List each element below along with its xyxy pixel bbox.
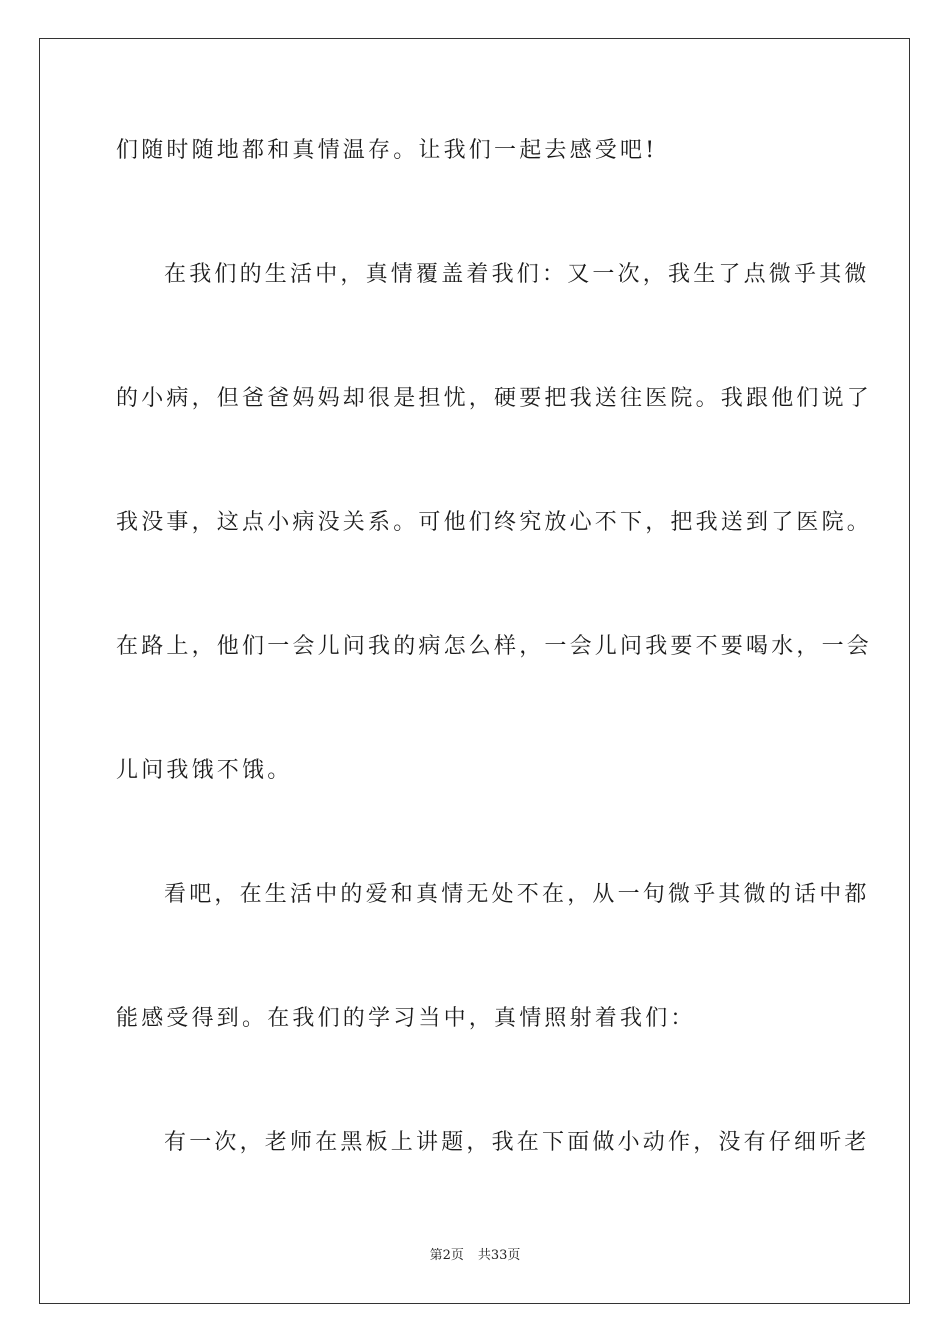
paragraph-line: 有一次，老师在黑板上讲题，我在下面做小动作，没有仔细听老 xyxy=(164,1130,870,1155)
paragraph-line: 看吧，在生活中的爱和真情无处不在，从一句微乎其微的话中都 xyxy=(164,882,870,907)
page-border xyxy=(39,38,910,1304)
paragraph-line: 儿问我饿不饿。 xyxy=(116,758,293,783)
page-footer xyxy=(0,1247,950,1265)
paragraph-line: 能感受得到。在我们的学习当中，真情照射着我们： xyxy=(116,1006,696,1031)
paragraph-line: 们随时随地都和真情温存。让我们一起去感受吧! xyxy=(116,138,658,163)
paragraph-line: 在我们的生活中，真情覆盖着我们：又一次，我生了点微乎其微 xyxy=(164,262,870,287)
paragraph-line: 的小病，但爸爸妈妈却很是担忧，硬要把我送往医院。我跟他们说了 xyxy=(116,386,873,411)
paragraph-line: 在路上，他们一会儿问我的病怎么样，一会儿问我要不要喝水，一会 xyxy=(116,634,873,659)
page-total: 共33页 xyxy=(477,1248,521,1263)
page-number: 第2页 xyxy=(429,1248,464,1263)
paragraph-line: 我没事，这点小病没关系。可他们终究放心不下，把我送到了医院。 xyxy=(116,510,873,535)
